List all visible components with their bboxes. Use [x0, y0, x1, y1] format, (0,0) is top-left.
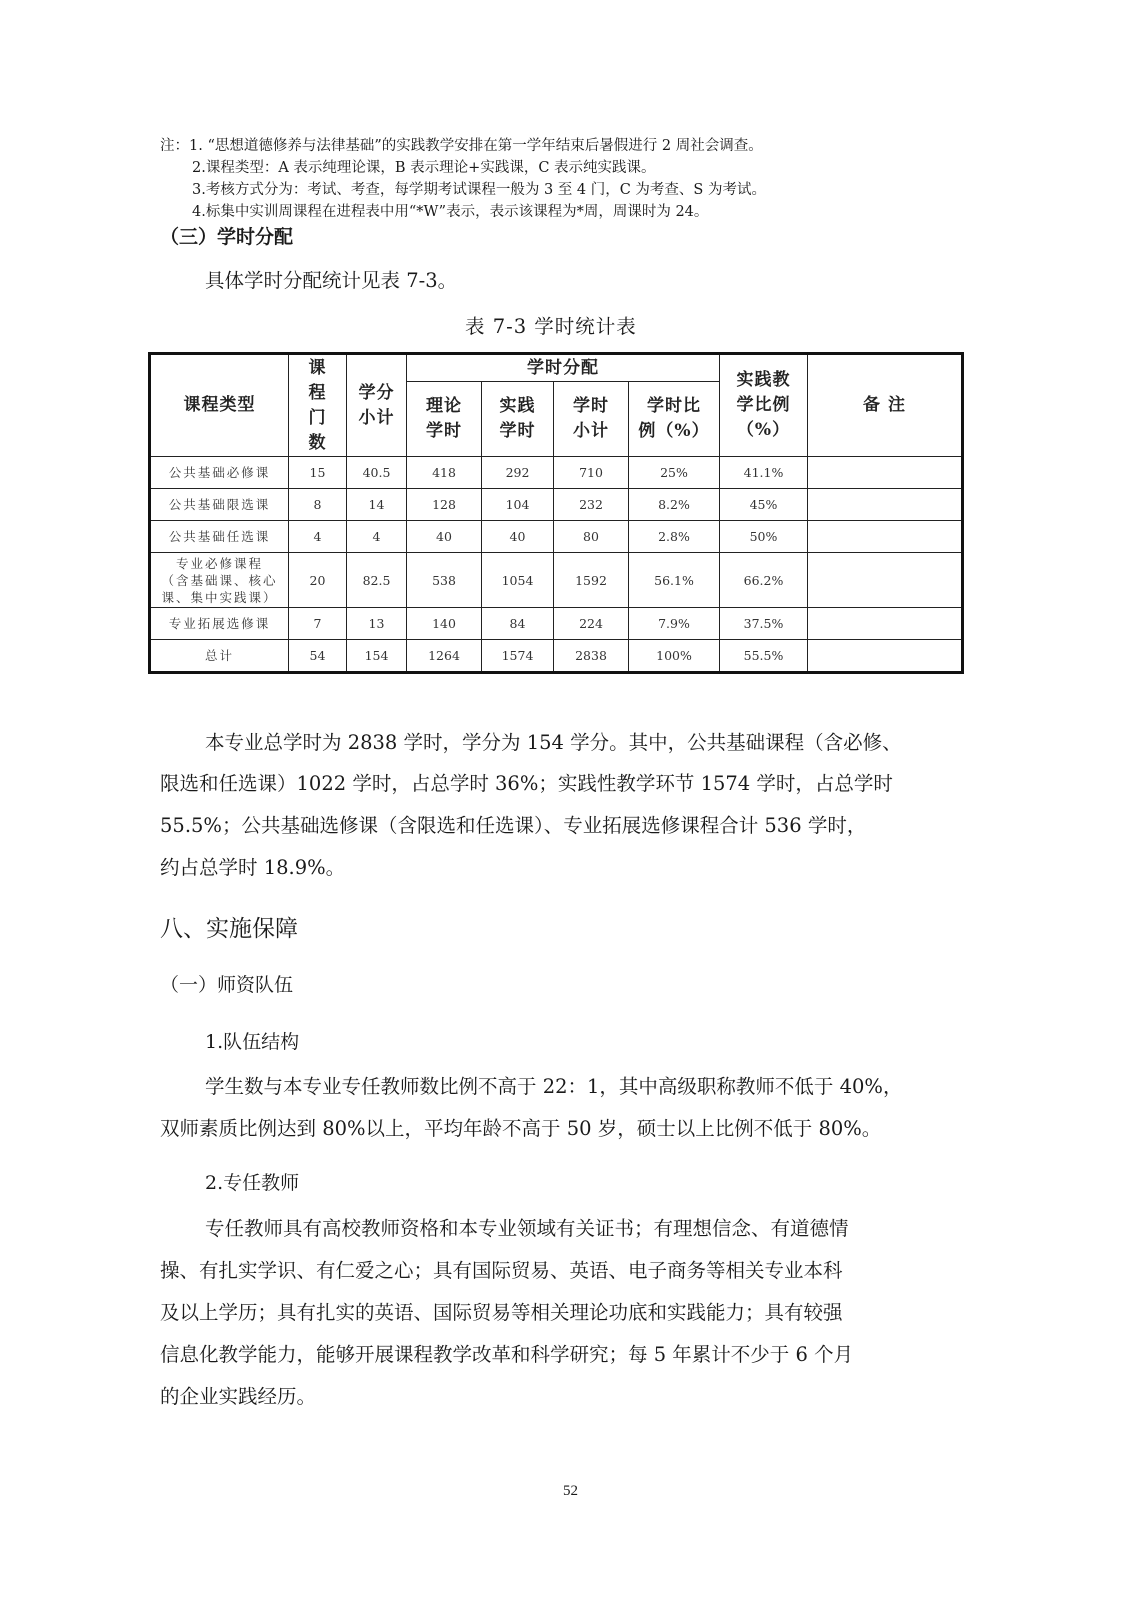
header-hours-group: 学时分配 — [407, 354, 720, 382]
cell-remarks — [808, 553, 963, 608]
page-number: 52 — [563, 1483, 578, 1499]
cell-ratio: 56.1% — [629, 553, 720, 608]
section-heading-faculty: （一）师资队伍 — [160, 974, 294, 996]
cell-practice-ratio: 41.1% — [720, 457, 808, 489]
header-hours-ratio: 学时比 例（%） — [629, 382, 720, 457]
cell-count: 54 — [289, 640, 347, 673]
cell-credits: 13 — [347, 608, 407, 640]
cell-practice-ratio: 66.2% — [720, 553, 808, 608]
cell-practice: 84 — [482, 608, 554, 640]
cell-course-type: 总计 — [150, 640, 289, 673]
cell-practice: 1574 — [482, 640, 554, 673]
cell-ratio: 8.2% — [629, 489, 720, 521]
summary-line-2: 限选和任选课）1022 学时，占总学时 36%；实践性教学环节 1574 学时，占总学时 — [160, 772, 893, 795]
header-course-type: 课程类型 — [150, 354, 289, 457]
cell-course-type: 专业必修课程 （含基础课、核心 课、集中实践课） — [150, 553, 289, 608]
cell-subtotal: 232 — [554, 489, 629, 521]
cell-credits: 154 — [347, 640, 407, 673]
note-item-2: 2.课程类型：A 表示纯理论课，B 表示理论+实践课，C 表示纯实践课。 — [192, 160, 656, 176]
section-intro: 具体学时分配统计见表 7-3。 — [205, 269, 458, 292]
table-row — [150, 521, 963, 553]
cell-count: 15 — [289, 457, 347, 489]
team-structure-line-1: 学生数与本专业专任教师数比例不高于 22：1，其中高级职称教师不低于 40%， — [205, 1075, 903, 1098]
cell-ratio: 25% — [629, 457, 720, 489]
cell-course-type: 公共基础限选课 — [150, 489, 289, 521]
cell-theory: 128 — [407, 489, 482, 521]
hours-statistics-table — [148, 352, 964, 674]
table-header-row — [150, 354, 963, 382]
cell-practice-ratio: 45% — [720, 489, 808, 521]
header-credits: 学分 小计 — [347, 354, 407, 457]
cell-subtotal: 80 — [554, 521, 629, 553]
table-total-row — [150, 640, 963, 673]
table-row — [150, 553, 963, 608]
cell-course-type: 公共基础必修课 — [150, 457, 289, 489]
cell-credits: 40.5 — [347, 457, 407, 489]
cell-practice-ratio: 55.5% — [720, 640, 808, 673]
cell-course-type: 公共基础任选课 — [150, 521, 289, 553]
cell-theory: 140 — [407, 608, 482, 640]
table-row — [150, 489, 963, 521]
cell-ratio: 2.8% — [629, 521, 720, 553]
cell-credits: 82.5 — [347, 553, 407, 608]
item-heading-team-structure: 1.队伍结构 — [205, 1031, 300, 1053]
cell-ratio: 7.9% — [629, 608, 720, 640]
teachers-line-1: 专任教师具有高校教师资格和本专业领域有关证书；有理想信念、有道德情 — [205, 1217, 849, 1240]
cell-subtotal: 2838 — [554, 640, 629, 673]
summary-line-1: 本专业总学时为 2838 学时，学分为 154 学分。其中，公共基础课程（含必修、 — [205, 731, 902, 754]
cell-count: 7 — [289, 608, 347, 640]
cell-credits: 14 — [347, 489, 407, 521]
cell-subtotal: 224 — [554, 608, 629, 640]
cell-credits: 4 — [347, 521, 407, 553]
teachers-line-3: 及以上学历；具有扎实的英语、国际贸易等相关理论功底和实践能力；具有较强 — [160, 1301, 843, 1324]
table-row — [150, 457, 963, 489]
teachers-line-5: 的企业实践经历。 — [160, 1385, 317, 1408]
cell-practice-ratio: 37.5% — [720, 608, 808, 640]
note-item-1: 1. “思想道德修养与法律基础”的实践教学安排在第一学年结束后暑假进行 2 周社会调查。 — [189, 138, 763, 154]
cell-theory: 1264 — [407, 640, 482, 673]
cell-practice: 1054 — [482, 553, 554, 608]
header-course-count: 课 程 门 数 — [289, 354, 347, 457]
teachers-line-2: 操、有扎实学识、有仁爱之心；具有国际贸易、英语、电子商务等相关专业本科 — [160, 1259, 843, 1282]
cell-practice: 292 — [482, 457, 554, 489]
cell-practice-ratio: 50% — [720, 521, 808, 553]
cell-course-type: 专业拓展选修课 — [150, 608, 289, 640]
cell-practice: 40 — [482, 521, 554, 553]
cell-remarks — [808, 521, 963, 553]
cell-remarks — [808, 608, 963, 640]
cell-theory: 418 — [407, 457, 482, 489]
header-remarks: 备 注 — [808, 354, 963, 457]
cell-count: 4 — [289, 521, 347, 553]
section-heading-hours-allocation: （三）学时分配 — [160, 226, 294, 248]
summary-line-3: 55.5%；公共基础选修课（含限选和任选课）、专业拓展选修课程合计 536 学时， — [160, 814, 867, 837]
teachers-line-4: 信息化教学能力，能够开展课程教学改革和科学研究；每 5 年累计不少于 6 个月 — [160, 1343, 854, 1366]
table-row — [150, 608, 963, 640]
table-caption: 表 7-3 学时统计表 — [465, 315, 637, 338]
cell-remarks — [808, 640, 963, 673]
cell-theory: 40 — [407, 521, 482, 553]
cell-ratio: 100% — [629, 640, 720, 673]
chapter-heading: 八、实施保障 — [160, 916, 298, 942]
summary-line-4: 约占总学时 18.9%。 — [160, 856, 346, 879]
header-practice-ratio: 实践教 学比例 （%） — [720, 354, 808, 457]
header-hours-subtotal: 学时 小计 — [554, 382, 629, 457]
note-item-4: 4.标集中实训周课程在进程表中用“*W”表示，表示该课程为*周，周课时为 24。 — [192, 204, 709, 220]
cell-remarks — [808, 457, 963, 489]
cell-subtotal: 1592 — [554, 553, 629, 608]
cell-subtotal: 710 — [554, 457, 629, 489]
note-item-3: 3.考核方式分为：考试、考查，每学期考试课程一般为 3 至 4 门，C 为考查、S 为考试。 — [192, 182, 766, 198]
team-structure-line-2: 双师素质比例达到 80%以上，平均年龄不高于 50 岁，硕士以上比例不低于 80%。 — [160, 1117, 882, 1140]
cell-remarks — [808, 489, 963, 521]
cell-count: 8 — [289, 489, 347, 521]
notes — [160, 136, 763, 156]
cell-practice: 104 — [482, 489, 554, 521]
cell-theory: 538 — [407, 553, 482, 608]
header-practice-hours: 实践 学时 — [482, 382, 554, 457]
cell-count: 20 — [289, 553, 347, 608]
header-theory-hours: 理论 学时 — [407, 382, 482, 457]
item-heading-fulltime-teachers: 2.专任教师 — [205, 1172, 300, 1194]
notes-prefix: 注： — [160, 138, 189, 154]
